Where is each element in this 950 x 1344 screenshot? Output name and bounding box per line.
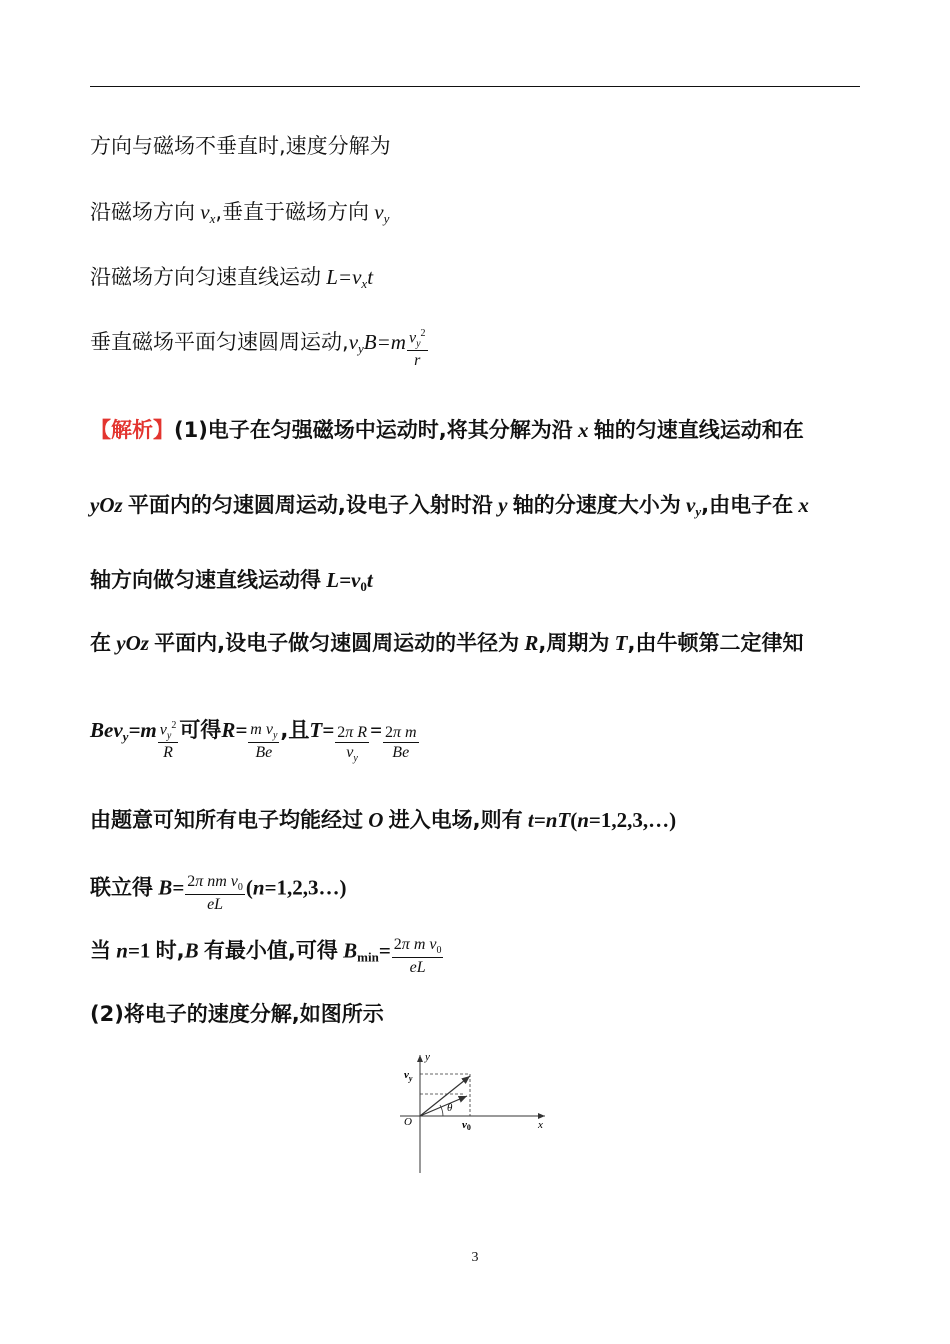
intro-line-4: 垂直磁场平面匀速圆周运动$,v_yB=m$ $\frac{v_y^2}{r}$ <box>90 328 426 370</box>
page-number: 3 <box>471 1250 479 1265</box>
theta-label: θ <box>447 1102 453 1114</box>
intro-line-2: 沿磁场方向 $v_x$,垂直于磁场方向 $v_y$ <box>90 200 390 226</box>
analysis-line-8: 当 n=1 时,B 有最小值,可得 $B_{min}=$ $\frac{2\pi m v_0}{eL}$ <box>90 936 442 976</box>
velocity-vector-2 <box>420 1096 467 1116</box>
analysis-line-7: 联立得 B= $\frac{2\pi nm v_0}{eL}$ (n=1,2,3…) <box>90 873 347 913</box>
intro-line-3: 沿磁场方向匀速直线运动 $L=v_xt$ <box>90 265 374 291</box>
analysis-line-4: 在 yOz 平面内,设电子做匀速圆周运动的半径为 R,周期为 T,由牛顿第二定律知 <box>90 631 804 655</box>
analysis-line-9: (2)将电子的速度分解,如图所示 <box>90 1002 384 1026</box>
velocity-decomposition-figure <box>395 1045 565 1180</box>
header-rule <box>90 86 860 87</box>
origin-label: O <box>404 1116 412 1128</box>
intro-line-1: 方向与磁场不垂直时,速度分解为 <box>90 134 391 158</box>
x-label: x <box>538 1119 543 1131</box>
analysis-line-1: 【解析】(1)电子在匀强磁场中运动时,将其分解为沿 x 轴的匀速直线运动和在 <box>90 418 804 442</box>
analysis-line-2: yOz 平面内的匀速圆周运动,设电子入射时沿 y 轴的分速度大小为 $v_y$,由电子在 x <box>90 493 809 519</box>
velocity-vector <box>420 1076 470 1116</box>
vy-label: $v_y$ <box>404 1069 413 1083</box>
analysis-tag: 【解析】 <box>90 418 174 442</box>
analysis-line-5: Bev$_y$=m $\frac{v_y^2}{R}$ 可得R= $\frac{m v_y}{Be}$ ,且T= $\frac{\text{2π R}}{v_y}$ = $\frac{\text{2π m}}{Be}$ <box>90 718 417 765</box>
analysis-line-6: 由题意可知所有电子均能经过 O 进入电场,则有 t=nT(n=1,2,3,…) <box>90 808 677 832</box>
v0-label: v0 <box>462 1119 471 1132</box>
analysis-line-3: 轴方向做匀速直线运动得 $L=v_0t$ <box>90 568 373 594</box>
y-label: y <box>425 1051 430 1063</box>
